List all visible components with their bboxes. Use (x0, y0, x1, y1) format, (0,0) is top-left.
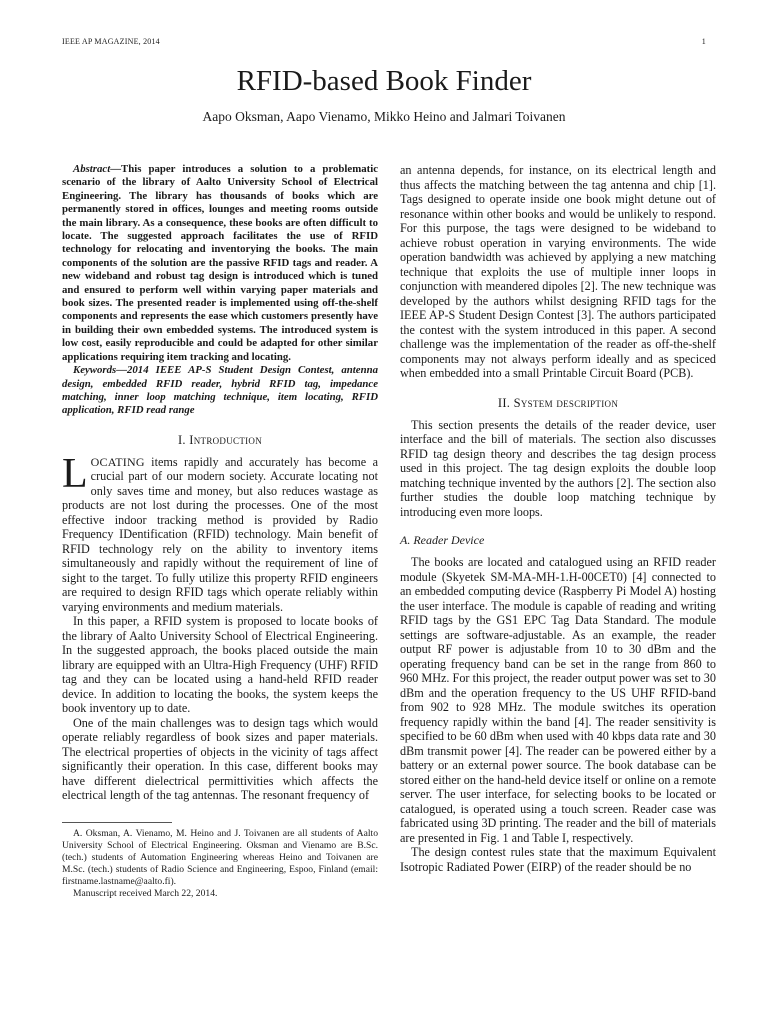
section-heading-introduction: I. Introduction (177, 432, 263, 447)
intro-paragraph-1 (62, 450, 378, 615)
left-column (62, 163, 378, 803)
journal-name: IEEE AP MAGAZINE, 2014 (62, 37, 160, 46)
footnote-rule (62, 822, 172, 823)
author-list: Aapo Oksman, Aapo Vienamo, Mikko Heino and Jalmari Toivanen (202, 109, 566, 124)
keywords-label: Keywords (73, 364, 117, 377)
keywords (62, 364, 378, 418)
intro-paragraph-2: In this paper, a RFID system is proposed to locate books of the library of Aalto University School of Electrical Engineering. In the suggested approach, the books placed outside the main library are equipped with an Ultra-High Frequency (UHF) RFID tag and they can be located using a hand-held RFID reader device. In addition to locating the books, the system keeps the book inventory up to date. (62, 614, 378, 716)
page-number: 1 (701, 37, 706, 46)
reader-device-paragraph-1: The books are located and catalogued using an RFID reader module (Skyetek SM-MA-MH-1.H-00CET0) [4] connected to an embedded computing device (Raspberry Pi Model A) hosting the user interface. The module is capable of reading and writing RFID tags by the GS1 EPC Tag Data Standard. The module settings are software-adjustable. As an example, the reader output RF power is adjustable from 10 to 30 dBm and the operating frequency band can be set in the range from 860 to 960 MHz. For this project, the reader output power was set to 30 dBm and the operation frequency to the US UHF RFID-band from 902 to 928 MHz. The module switches its operation frequency rapidly within the band [4]. The reader sensitivity is specified to be 60 dBm when used with 40 kbps data rate and 30 dBm transmit power [4]. The reader can be powered either by a battery or an external power source. The book database can be stored either on the hand-held device itself or online on a remote server. The user interface, for selecting books to be located or catalogued, is operated using a touch screen. Reader case was fabricated using 3D printing. The reader and the bill of materials are presented in Fig. 1 and Table I, respectively. (400, 555, 716, 845)
intro-paragraph-3: One of the main challenges was to design tags which would operate reliably regardless of book sizes and paper materials. The electrical properties of objects in the vicinity of tags affect significantly their operation. In this case, different books may have different dielectrical permittivities which affects the electrical length of the tag antennas. The resonant frequency of (62, 715, 378, 803)
intro-paragraph-1-text: items rapidly and accurately has become a crucial part of our modern society. Accurate locating not only saves time and money, but also reduces wastage as products are not lost during the processes. One of the most effective indoor tracking method is provided by Radio Frequency IDentification (RFID) technology. Main benefit of RFID technology rely on the ability to inventory items simultaneously and rapidly without the requirement of line of sight to the target. To fully utilize this property RFID engineers are required to design RFID tags which operate reliably within varying environments and medium materials. (62, 454, 378, 614)
footnote-received: Manuscript received March 22, 2014. (73, 888, 218, 899)
drop-cap: L (62, 450, 88, 497)
abstract-label: Abstract (73, 163, 111, 175)
abstract (62, 163, 378, 364)
paper-title: RFID-based Book Finder (236, 65, 532, 97)
footnote-authors: A. Oksman, A. Vienamo, M. Heino and J. Toivanen are all students of Aalto University School of Electrical Engineering. Oksman and Vienamo are B.Sc. (tech.) students of Automation Engineering whereas Heino and Toivanen are M.Sc. (tech.) students of Radio Science and Engineering, Espoo, Finland (email: firstname.lastname@aalto.fi). (62, 828, 378, 887)
right-column (400, 163, 716, 874)
reader-device-paragraph-2: The design contest rules state that the maximum Equivalent Isotropic Radiated Power (EIRP) of the reader should be no (400, 845, 716, 874)
subsection-heading-reader-device: A. Reader Device (400, 533, 485, 547)
section-heading-system-description: II. System description (497, 395, 619, 410)
abstract-text: —This paper introduces a solution to a problematic scenario of the library of Aalto University School of Electrical Engineering. The library has thousands of books which are permanently stored in offices, lounges and meeting rooms outside the main library. As a consequence, these books are often difficult to locate. The suggested approach facilitates the use of RFID technology for relocating and inventorying the books. The main components of the solution are the passive RFID tags and reader. A new wideband and robust tag design is introduced which is tuned and ensured to perform well within varying paper materials and book sizes. The presented reader is implemented using off-the-shelf components and represents the ease which customers presently have in building their own embedded systems. The introduced system is low cost, easily reproducible and could be adapted for other similar applications requiring item tracking and locating. (62, 163, 378, 363)
keywords-text: —2014 IEEE AP-S Student Design Contest, antenna design, embedded RFID reader, hybrid RFID tag, impedance matching, inner loop matching technique, item locating, RFID application, RFID read range (62, 364, 378, 417)
intro-paragraph-continued: an antenna depends, for instance, on its electrical length and thus affects the matching between the tag antenna and chip [1]. Tags designed to operate inside one book might detune out of resonance within other books and would be unlikely to respond. For this purpose, the tags were designed to be wideband to achieve robust operation in varying environments. The wide operation bandwidth was achieved by applying a new matching technique that exploits the use of multiple inner loops in conjunction with meandered dipoles [2]. The new technique was developed by the authors whilst designing RFID tags for the IEEE AP-S Student Design Contest [3]. The authors participated the contest with the system introduced in this paper. A second challenge was the implementation of the reader as off-the-shelf components may not always perform ideally and as speciced when embedded into a small Printable Circuit Board (PCB). (400, 163, 716, 380)
system-description-paragraph: This section presents the details of the reader device, user interface and the bill of materials. The section also discusses RFID tag design theory and describes the tag design process used in this project. The tag design exploits the double loop matching technique invented by the authors [2]. The section also further studies the double loop matching technique by introducing even more loops. (400, 417, 716, 519)
lead-in-caps: OCATING (90, 454, 145, 469)
footnotes (62, 828, 378, 900)
